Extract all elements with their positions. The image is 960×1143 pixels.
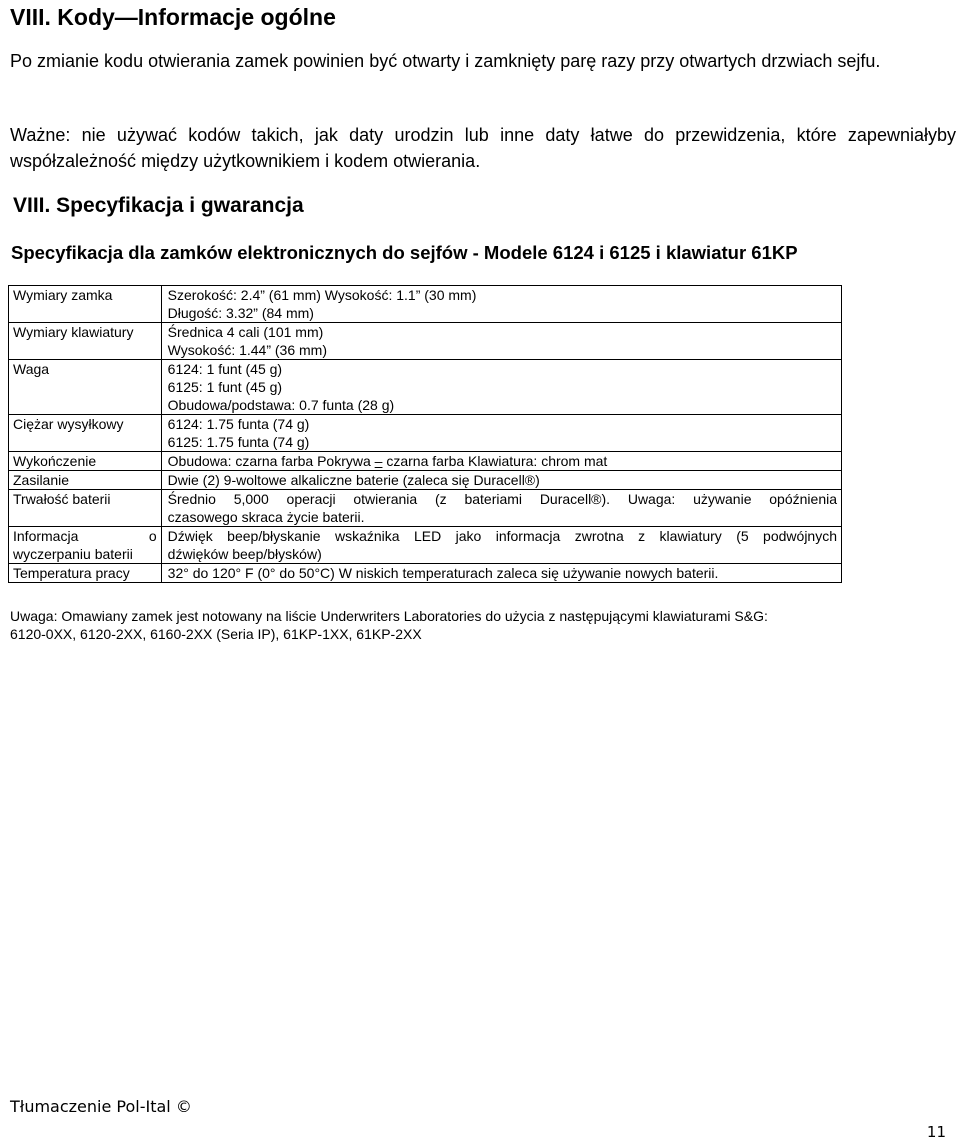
value-line: 6124: 1.75 funta (74 g) (167, 416, 310, 432)
table-row (9, 490, 842, 527)
table-row (9, 360, 842, 415)
row-label: Wymiary zamka (9, 286, 162, 323)
section-heading-codes: VIII. Kody—Informacje ogólne (10, 4, 336, 30)
paragraph-important: Ważne: nie używać kodów takich, jak daty urodzin lub inne daty łatwe do przewidzenia, które zapewniałyby współzależność między użytkownikiem i kodem otwierania. (10, 125, 956, 171)
footer-credit: Tłumaczenie Pol-Ital © (10, 1097, 192, 1116)
row-label: Wymiary klawiatury (9, 323, 162, 360)
note-line: 6120-0XX, 6120-2XX, 6160-2XX (Seria IP), 61KP-1XX, 61KP-2XX (10, 626, 422, 642)
value-line: 6125: 1.75 funta (74 g) (167, 434, 310, 450)
value-line: 6125: 1 funt (45 g) (167, 379, 283, 395)
section-heading-specification: VIII. Specyfikacja i gwarancja (13, 194, 304, 217)
row-value (161, 471, 841, 490)
table-row (9, 471, 842, 490)
value-line: Szerokość: 2.4” (61 mm) Wysokość: 1.1” (30 mm) (167, 287, 477, 303)
value-line: 32° do 120° F (0° do 50°C) W niskich temperaturach zaleca się używanie nowych baterii. (167, 565, 719, 581)
row-label: Ciężar wysyłkowy (9, 415, 162, 452)
row-value (161, 286, 841, 323)
row-value (161, 490, 841, 527)
underlined-dash: – (374, 453, 383, 469)
value-line: Wysokość: 1.44” (36 mm) (167, 342, 328, 358)
note-line: Uwaga: Omawiany zamek jest notowany na liście Underwriters Laboratories do użycia z następującymi klawiaturami S&G: (10, 608, 768, 624)
row-value (161, 564, 841, 583)
row-label (9, 527, 162, 564)
table-row (9, 527, 842, 564)
label-line: wyczerpaniu baterii (13, 546, 133, 562)
specification-table (8, 285, 842, 583)
value-line (168, 452, 837, 470)
row-label: Trwałość baterii (9, 490, 162, 527)
table-row (9, 415, 842, 452)
table-row (9, 323, 842, 360)
value-text: Obudowa: czarna farba Pokrywa (167, 453, 375, 469)
label-line: Informacja o (13, 528, 157, 544)
value-text: czarna farba Klawiatura: chrom mat (382, 453, 608, 469)
value-line: Dwie (2) 9-woltowe alkaliczne baterie (zaleca się Duracell®) (167, 472, 540, 488)
subheading-specification-models: Specyfikacja dla zamków elektronicznych do sejfów - Modele 6124 i 6125 i klawiatur 61KP (11, 242, 798, 263)
row-label: Zasilanie (9, 471, 162, 490)
value-line: Średnica 4 cali (101 mm) (167, 324, 324, 340)
row-value (161, 323, 841, 360)
table-row (9, 286, 842, 323)
row-value (161, 360, 841, 415)
paragraph-code-change: Po zmianie kodu otwierania zamek powinien być otwarty i zamknięty parę razy przy otwartych drzwiach sejfu. (10, 51, 881, 71)
row-value (161, 415, 841, 452)
table-row (9, 452, 842, 471)
ul-listing-note (10, 607, 768, 643)
value-line: Długość: 3.32” (84 mm) (167, 305, 314, 321)
value-line: Dźwięk beep/błyskanie wskaźnika LED jako informacja zwrotna z klawiatury (5 podwójnych (167, 528, 837, 544)
row-label: Waga (9, 360, 162, 415)
value-line: Obudowa/podstawa: 0.7 funta (28 g) (167, 397, 395, 413)
row-value (161, 452, 841, 471)
value-line: Średnio 5,000 operacji otwierania (z bateriami Duracell®). Uwaga: używanie opóźnienia (167, 491, 837, 507)
value-line: czasowego skraca życie baterii. (167, 509, 365, 525)
row-label: Temperatura pracy (9, 564, 162, 583)
page-number: 11 (926, 1123, 946, 1141)
value-line: 6124: 1 funt (45 g) (167, 361, 283, 377)
row-value (161, 527, 841, 564)
table-row (9, 564, 842, 583)
row-label: Wykończenie (9, 452, 162, 471)
value-line: dźwięków beep/błysków) (167, 546, 322, 562)
